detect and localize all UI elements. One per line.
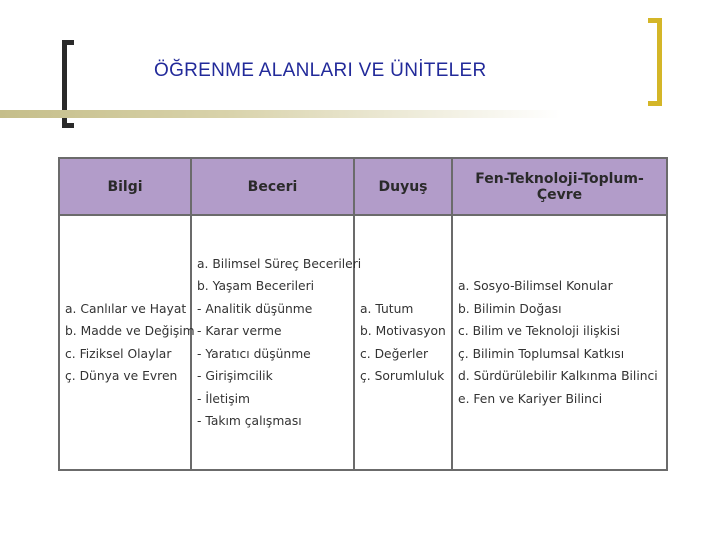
- list-item: - Yaratıcı düşünme: [197, 346, 311, 361]
- slide-title: ÖĞRENME ALANLARI VE ÜNİTELER: [154, 60, 487, 81]
- cell-duyus: [354, 215, 452, 470]
- cell-beceri: [191, 215, 362, 470]
- list-item: - İletişim: [197, 391, 250, 406]
- list-item: ç. Sorumluluk: [360, 369, 445, 383]
- right-bracket-decoration: [648, 18, 662, 106]
- list-item: a. Sosyo-Bilimsel Konular: [458, 279, 613, 293]
- list-item: b. Bilimin Doğası: [458, 301, 562, 316]
- list-item: - Karar verme: [197, 324, 282, 338]
- list-item: b. Motivasyon: [360, 324, 446, 338]
- header-ftc: Fen-Teknoloji-Toplum-Çevre: [452, 158, 667, 215]
- header-beceri: Beceri: [191, 158, 354, 215]
- list-item: c. Değerler: [360, 346, 429, 361]
- list-item: e. Fen ve Kariyer Bilinci: [458, 391, 603, 406]
- list-item: - Analitik düşünme: [197, 301, 313, 316]
- title-underline-bar: [0, 110, 560, 118]
- list-item: a. Bilimsel Süreç Becerileri: [197, 256, 362, 271]
- cell-ftc: [452, 215, 667, 470]
- list-item: ç. Bilimin Toplumsal Katkısı: [458, 346, 625, 361]
- list-item: b. Yaşam Becerileri: [197, 279, 315, 293]
- list-item: ç. Dünya ve Evren: [65, 369, 178, 383]
- list-item: - Takım çalışması: [197, 414, 302, 428]
- header-duyus: Duyuş: [354, 158, 452, 215]
- table-header-row: [59, 158, 667, 215]
- table-row: [59, 215, 667, 470]
- list-item: a. Tutum: [360, 301, 414, 316]
- list-item: c. Bilim ve Teknoloji ilişkisi: [458, 324, 621, 338]
- list-item: - Girişimcilik: [197, 369, 273, 383]
- header-bilgi: Bilgi: [59, 158, 191, 215]
- list-item: c. Fiziksel Olaylar: [65, 346, 172, 361]
- list-item: d. Sürdürülebilir Kalkınma Bilinci: [458, 369, 658, 383]
- cell-bilgi: [59, 215, 195, 470]
- list-item: a. Canlılar ve Hayat: [65, 301, 187, 316]
- list-item: b. Madde ve Değişim: [65, 324, 195, 338]
- learning-areas-table: [58, 157, 668, 471]
